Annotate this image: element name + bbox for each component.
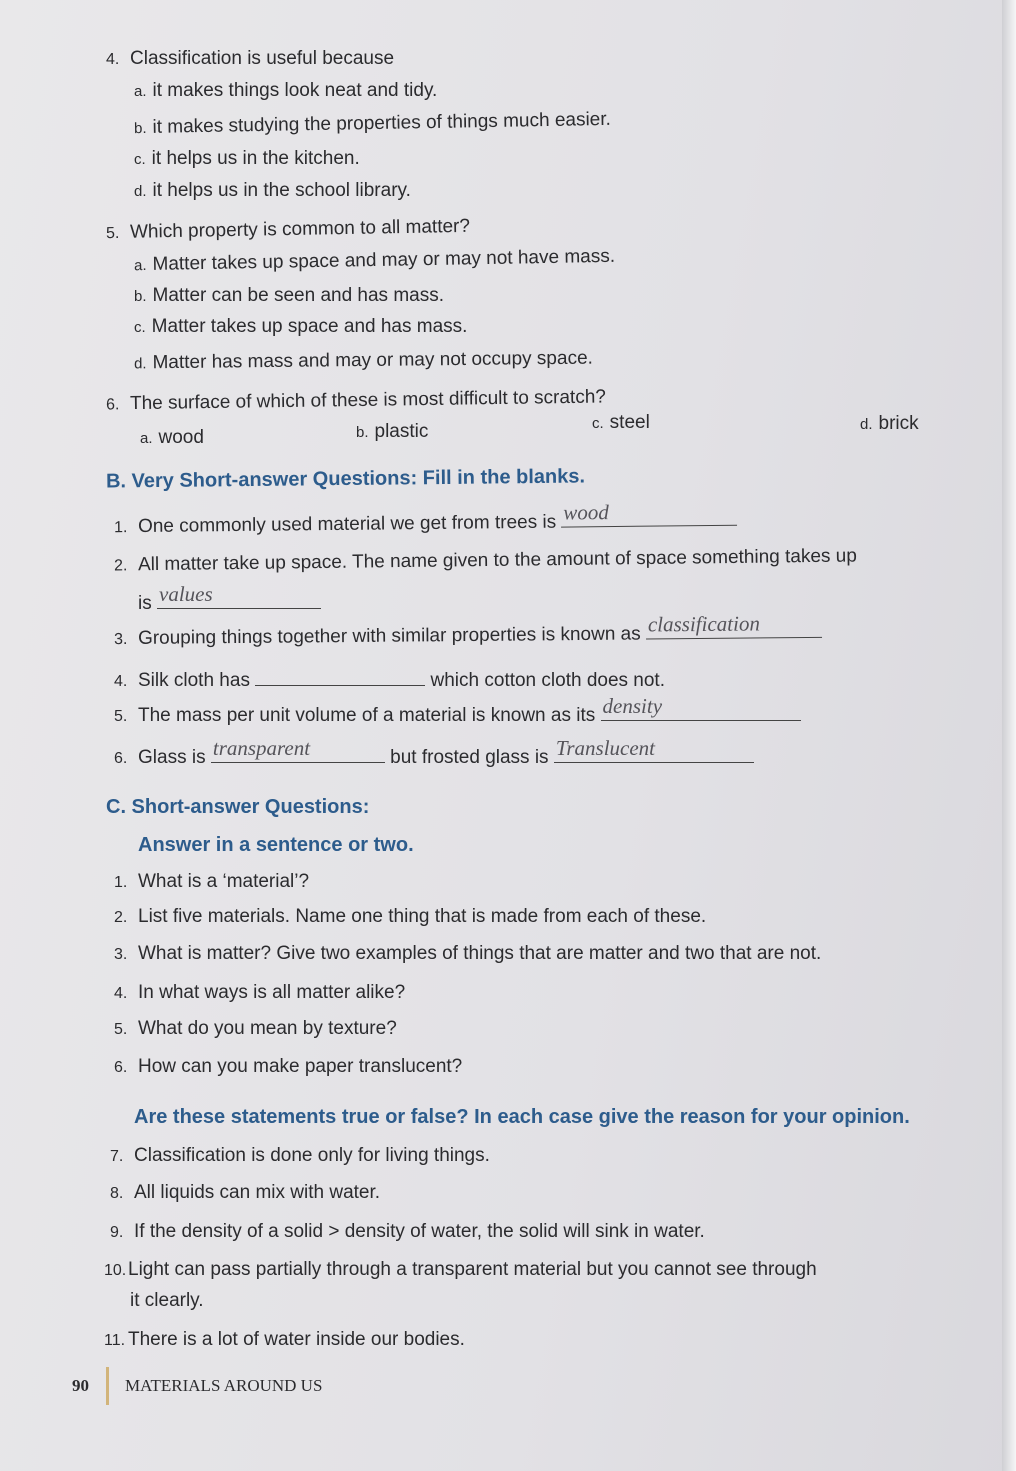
option: a. Matter takes up space and may or may not have mass. xyxy=(133,245,616,275)
statement: 8. All liquids can mix with water. xyxy=(110,1182,381,1203)
option: c. steel xyxy=(592,412,650,433)
question: 3. What is matter? Give two examples of things that are matter and two that are not. xyxy=(114,943,822,964)
question: 2. List five materials. Name one thing that is made from each of these. xyxy=(114,906,707,927)
fill-blank-4: 4. Silk cloth has which cotton cloth does not. xyxy=(114,667,665,692)
statement: 10.Light can pass partially through a transparent material but you cannot see through xyxy=(104,1259,817,1280)
question-4: 4. Classification is useful because xyxy=(106,48,395,69)
fill-blank-2: 2. All matter take up space. The name given to the amount of space something takes up xyxy=(113,545,858,576)
question: 1. What is a ‘material’? xyxy=(114,871,310,892)
statement: 7. Classification is done only for living things. xyxy=(110,1145,490,1166)
question-6: 6. The surface of which of these is most difficult to scratch? xyxy=(105,386,607,415)
option: a. it makes things look neat and tidy. xyxy=(134,80,438,101)
option: c. Matter takes up space and has mass. xyxy=(134,316,468,337)
option: b. Matter can be seen and has mass. xyxy=(134,285,445,306)
question: 4. In what ways is all matter alike? xyxy=(114,982,406,1003)
fill-blank-5: 5. The mass per unit volume of a material is known as its density xyxy=(114,702,801,727)
page-edge xyxy=(1002,0,1016,1471)
fill-blank-2-line: is values xyxy=(138,590,321,615)
question-5: 5. Which property is common to all matter? xyxy=(105,215,471,243)
footer xyxy=(72,1376,322,1396)
statement-continued: it clearly. xyxy=(130,1290,204,1311)
option: b. it makes studying the properties of things much easier. xyxy=(133,108,612,138)
question: 6. How can you make paper translucent? xyxy=(114,1056,463,1077)
question: 5. What do you mean by texture? xyxy=(114,1018,397,1039)
statement: 9. If the density of a solid > density of water, the solid will sink in water. xyxy=(110,1221,705,1242)
option: d. brick xyxy=(860,413,919,434)
option: d. it helps us in the school library. xyxy=(134,180,411,201)
section-b-heading: B. Very Short-answer Questions: Fill in the blanks. xyxy=(105,465,586,493)
section-c-subheading: Answer in a sentence or two. xyxy=(138,834,414,856)
section-c-heading: C. Short-answer Questions: xyxy=(106,796,370,818)
statement: 11. There is a lot of water inside our bodies. xyxy=(104,1329,465,1350)
fill-blank-6: 6. Glass is transparent but frosted glass is Translucent xyxy=(114,744,754,769)
chapter-title: MATERIALS AROUND US xyxy=(125,1376,323,1395)
option: b. plastic xyxy=(356,421,429,442)
fill-blank-1: 1. One commonly used material we get from trees is wood xyxy=(114,507,738,539)
page-number: 90 xyxy=(72,1376,89,1395)
true-false-heading: Are these statements true or false? In each case give the reason for your opinion. xyxy=(134,1106,910,1128)
option: d. Matter has mass and may or may not occupy space. xyxy=(133,347,593,374)
fill-blank-3: 3. Grouping things together with similar properties is known as classification xyxy=(114,619,822,650)
option: a. wood xyxy=(140,427,204,448)
option: c. it helps us in the kitchen. xyxy=(134,148,360,169)
